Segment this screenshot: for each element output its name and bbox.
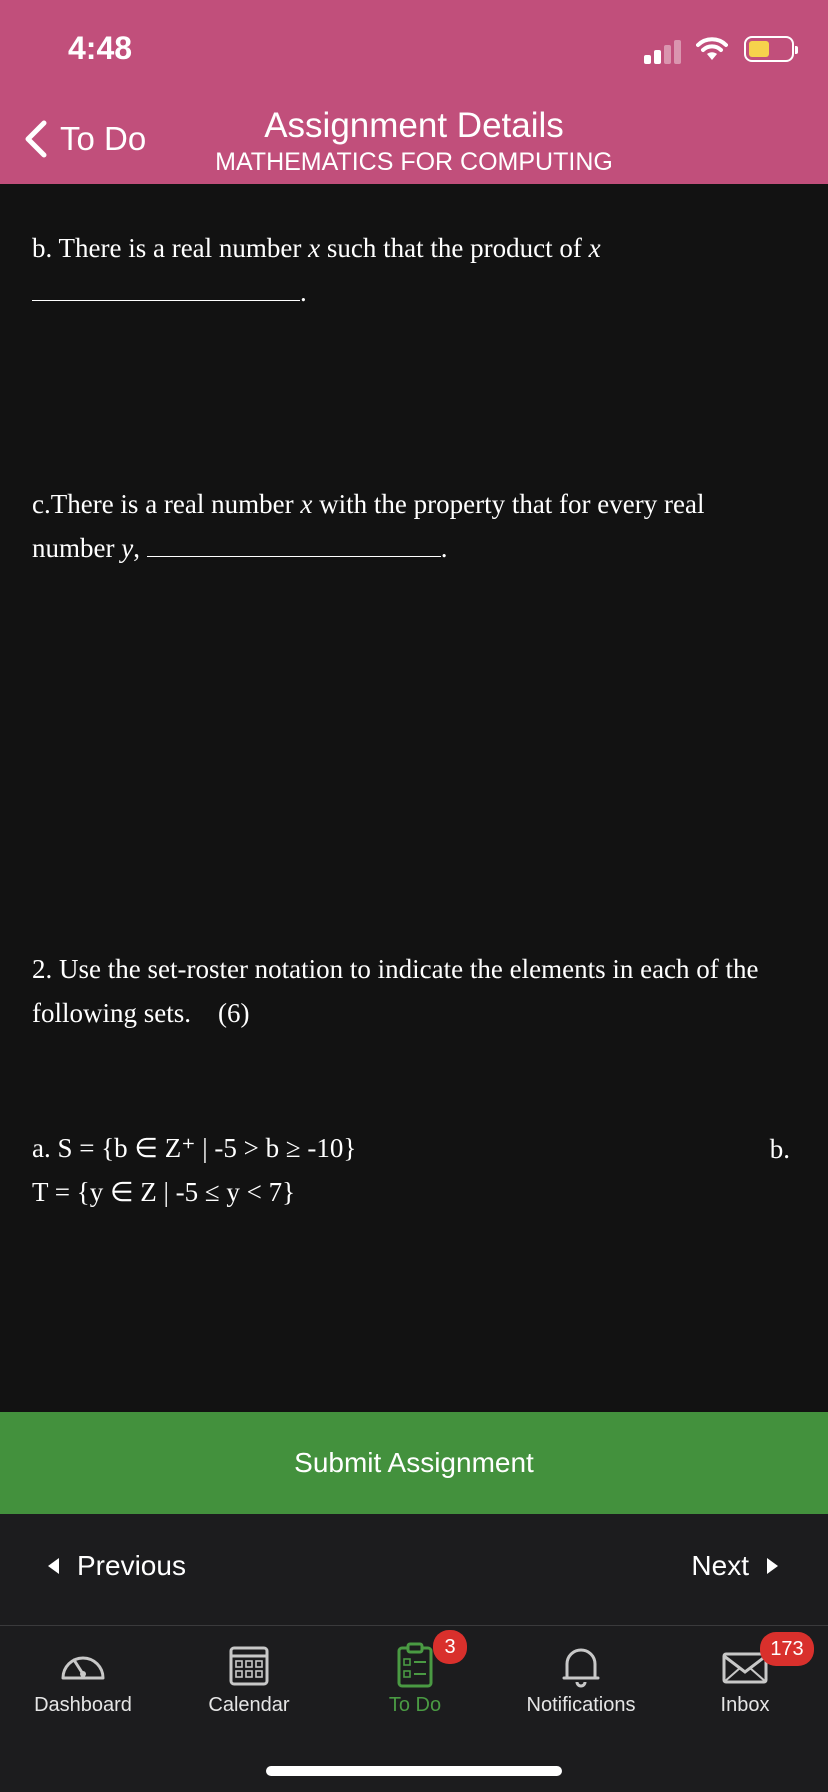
tab-dashboard[interactable]: Dashboard <box>0 1626 166 1736</box>
battery-icon <box>744 36 794 62</box>
dashboard-gauge-icon <box>58 1640 108 1690</box>
question-b: b. There is a real number x such that the product of x . <box>32 233 601 307</box>
header-bar <box>0 0 828 184</box>
answer-blank <box>147 527 441 557</box>
inbox-badge: 173 <box>760 1632 814 1666</box>
set-b-label: b. <box>769 1134 790 1164</box>
assignment-content <box>0 184 828 1412</box>
wifi-icon <box>696 36 728 62</box>
status-icons <box>644 36 794 64</box>
submit-assignment-button[interactable]: Submit Assignment <box>0 1412 828 1514</box>
set-a: a. S = {b ∈ Z⁺ | -5 > b ≥ -10} T = {y ∈ Z | -5 ≤ y < 7} <box>32 1133 357 1207</box>
page-title: Assignment Details <box>264 106 564 145</box>
calendar-icon <box>224 1640 274 1690</box>
status-time: 4:48 <box>68 30 133 66</box>
tab-inbox[interactable]: Inbox 173 <box>662 1626 828 1736</box>
triangle-right-icon <box>767 1558 778 1574</box>
tab-todo[interactable]: To Do 3 <box>332 1626 498 1736</box>
course-subtitle: MATHEMATICS FOR COMPUTING <box>215 148 613 176</box>
previous-button[interactable]: Previous <box>48 1550 186 1582</box>
bell-icon <box>556 1640 606 1690</box>
answer-blank <box>32 271 300 301</box>
todo-badge: 3 <box>433 1630 467 1664</box>
home-indicator <box>266 1766 562 1776</box>
question-c: c.There is a real number x with the property that for every real number y, . <box>32 489 705 563</box>
tab-calendar[interactable]: Calendar <box>166 1626 332 1736</box>
set-t: T = {y ∈ Z | -5 ≤ y < 7} <box>32 1177 296 1207</box>
back-label: To Do <box>60 120 147 157</box>
question-2: 2. Use the set-roster notation to indicate the elements in each of the following sets. (6) <box>32 954 759 1028</box>
cellular-signal-icon <box>644 38 684 64</box>
next-button[interactable]: Next <box>691 1550 778 1582</box>
pager-bar <box>0 1514 828 1626</box>
tab-notifications[interactable]: Notifications <box>498 1626 664 1736</box>
triangle-left-icon <box>48 1558 59 1574</box>
